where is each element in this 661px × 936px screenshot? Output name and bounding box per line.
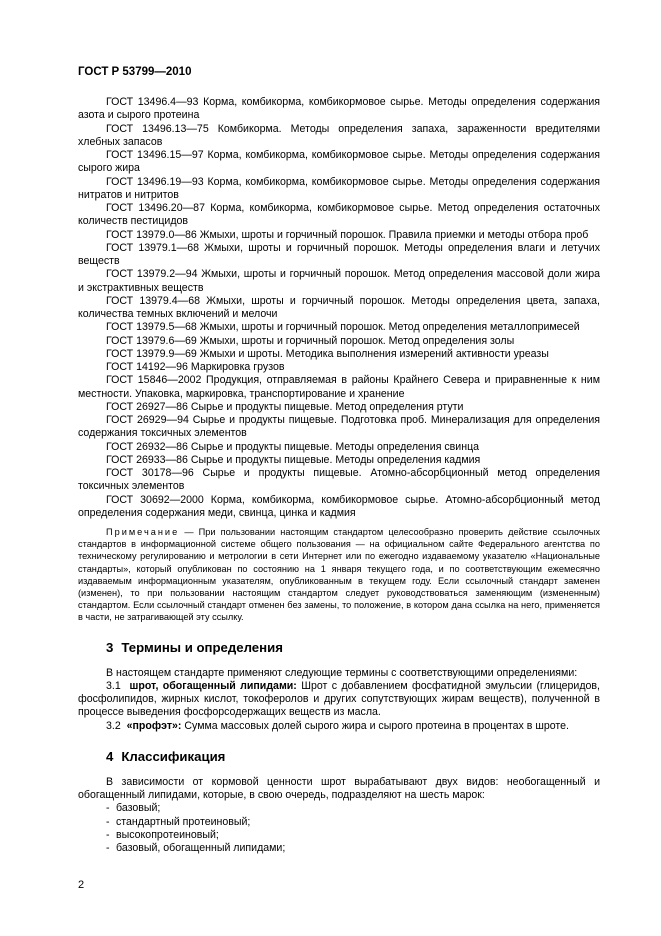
reference-item: ГОСТ 26933—86 Сырье и продукты пищевые. Методы определения кадмия	[106, 453, 481, 466]
reference-item: ГОСТ 13979.5—68 Жмыхи, шроты и горчичный порошок. Метод определения металлопримесей	[106, 321, 580, 334]
reference-item: ГОСТ 13979.9—69 Жмыхи и шроты. Методика выполнения измерений активности уреазы	[106, 347, 549, 360]
section-title: Классификация	[121, 748, 226, 764]
list-item	[78, 802, 600, 815]
grade-list	[78, 802, 600, 855]
note-paragraph	[78, 526, 600, 624]
list-item	[78, 816, 600, 829]
reference-item: ГОСТ 13496.13—75 Комбикорма. Методы определения запаха, зараженности вредителями хлебных запасов	[78, 122, 600, 148]
section-number: 3	[106, 639, 114, 655]
section-4-body	[78, 776, 600, 856]
definition-text: Шрот с добавлением фосфатидной эмульсии (глицеридов, фосфолипидов, жирных кислот, токоферолов и других сопутствующих жирам веществ), полученной в процессе выведения фосфорсодержащих веществ из масла.	[78, 679, 600, 719]
section-number: 4	[106, 748, 114, 764]
dash-bullet: -	[106, 842, 110, 855]
page-content	[78, 96, 600, 855]
reference-item: ГОСТ 15846—2002 Продукция, отправляемая в районы Крайнего Севера и приравненные к ним местности. Упаковка, маркировка, транспортирование и хранение	[78, 374, 600, 400]
reference-item: ГОСТ 13496.20—87 Корма, комбикорма, комбикормовое сырье. Метод определения остаточных количеств пестицидов	[78, 202, 600, 228]
definition-term: «профэт»:	[126, 719, 182, 732]
reference-item: ГОСТ 26927—86 Сырье и продукты пищевые. Метод определения ртути	[106, 400, 464, 413]
reference-item: ГОСТ 13979.0—86 Жмыхи, шроты и горчичный порошок. Правила приемки и методы отбора проб	[106, 228, 589, 241]
note-label: Примечание	[106, 527, 180, 537]
definition-number: 3.2	[106, 719, 121, 732]
section-4-heading	[78, 749, 600, 765]
reference-item: ГОСТ 13979.1—68 Жмыхи, шроты и горчичный порошок. Методы определения влаги и летучих веществ	[78, 241, 600, 267]
list-item-text: базовый, обогащенный липидами;	[116, 842, 286, 855]
reference-item: ГОСТ 13979.2—94 Жмыхи, шроты и горчичный порошок. Метод определения массовой доли жира и экстрактивных веществ	[78, 268, 600, 294]
reference-item: ГОСТ 13496.4—93 Корма, комбикорма, комбикормовое сырье. Методы определения содержания азота и сырого протеина	[78, 96, 600, 122]
list-item-text: базовый;	[116, 802, 161, 815]
reference-item: ГОСТ 30692—2000 Корма, комбикорма, комбикормовое сырье. Атомно-абсорбционный метод определения содержания меди, свинца, цинка и кадмия	[78, 493, 600, 519]
reference-item: ГОСТ 13496.15—97 Корма, комбикорма, комбикормовое сырье. Методы определения содержания сырого жира	[78, 149, 600, 175]
definition-3-1	[78, 680, 600, 720]
reference-item: ГОСТ 14192—96 Маркировка грузов	[106, 361, 285, 373]
definition-text: Сумма массовых долей сырого жира и сырого протеина в процентах в шроте.	[184, 719, 569, 732]
reference-item: ГОСТ 13979.4—68 Жмыхи, шроты и горчичный порошок. Методы определения цвета, запаха, количества темных включений и мелочи	[78, 294, 600, 320]
section-intro: В настоящем стандарте применяют следующие термины с соответствующими определениями:	[106, 666, 578, 679]
references-list	[78, 96, 600, 520]
list-item-text: стандартный протеиновый;	[116, 815, 251, 828]
section-3-heading	[78, 640, 600, 656]
dash-bullet: -	[106, 802, 110, 815]
section-intro: В зависимости от кормовой ценности шрот вырабатывают двух видов: необогащенный и обогащенный липидами, которые, в свою очередь, подразделяют на шесть марок:	[78, 775, 600, 802]
section-title: Термины и определения	[121, 639, 283, 655]
list-item	[78, 842, 600, 855]
reference-item: ГОСТ 26929—94 Сырье и продукты пищевые. Подготовка проб. Минерализация для определения содержания токсичных элементов	[78, 414, 600, 440]
list-item-text: высокопротеиновый;	[116, 828, 219, 841]
reference-item: ГОСТ 26932—86 Сырье и продукты пищевые. Методы определения свинца	[106, 440, 480, 453]
reference-item: ГОСТ 13979.6—69 Жмыхи, шроты и горчичный порошок. Метод определения золы	[106, 334, 515, 347]
dash-bullet: -	[106, 815, 110, 828]
section-3-body	[78, 667, 600, 733]
definition-number: 3.1	[106, 679, 121, 692]
reference-item: ГОСТ 30178—96 Сырье и продукты пищевые. Атомно-абсорбционный метод определения токсичных элементов	[78, 467, 600, 493]
definition-3-2	[78, 720, 600, 733]
definition-term: шрот, обогащенный липидами:	[129, 679, 297, 692]
reference-item: ГОСТ 13496.19—93 Корма, комбикорма, комбикормовое сырье. Методы определения содержания нитратов и нитритов	[78, 175, 600, 201]
note-text: — При пользовании настоящим стандартом целесообразно проверить действие ссылочных стандартов в информационной системе общего пользования — на официальном сайте Федерального агентства по техническому регулированию и метрологии в сети Интернет или по ежегодно издаваемому указателю «Национальные стандарты», который опубликован по состоянию на 1 января текущего года, и по соответствующим ежемесячно издаваемым информационным указателям, опубликованным в текущем году. Если ссылочный стандарт заменен (изменен), то при пользовании настоящим стандартом следует руководствоваться заменяющим (измененным) стандартом. Если ссылочный стандарт отменен без замены, то положение, в котором дана ссылка на него, применяется в части, не затрагивающей эту ссылку.	[78, 527, 600, 623]
dash-bullet: -	[106, 828, 110, 841]
page-number: 2	[78, 879, 85, 891]
standard-header: ГОСТ Р 53799—2010	[78, 66, 192, 78]
list-item	[78, 829, 600, 842]
